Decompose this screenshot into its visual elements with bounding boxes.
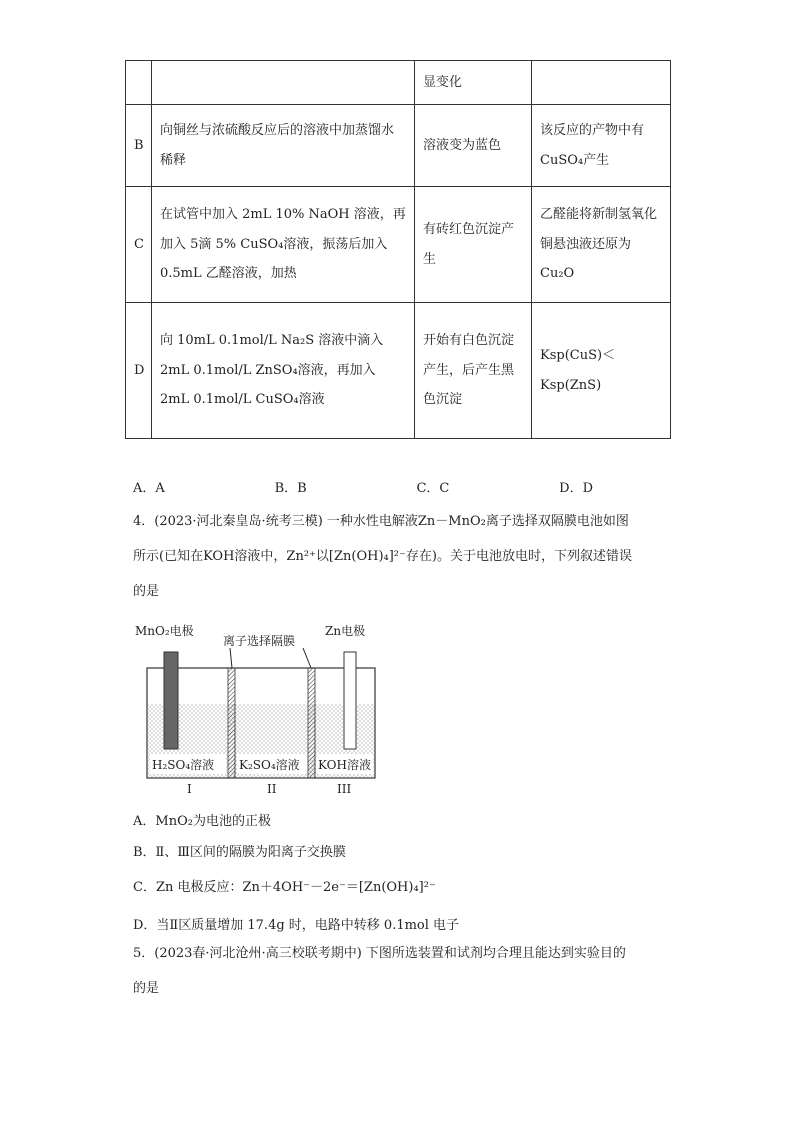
membrane-label: 离子选择隔膜: [223, 634, 296, 648]
operation-cell: 向 10mL 0.1mol/L Na₂S 溶液中滴入 2mL 0.1mol/L ZnSO₄溶液，再加入 2mL 0.1mol/L CuSO₄溶液: [152, 303, 415, 439]
membrane-left: [228, 668, 235, 778]
zone-1-label: I: [187, 782, 192, 796]
battery-diagram: [125, 618, 395, 798]
conclusion-cell: Ksp(CuS)＜Ksp(ZnS): [532, 303, 671, 439]
mno2-electrode-label: MnO₂电极: [135, 624, 194, 638]
zone-2-label: II: [267, 782, 277, 796]
row-label: C: [126, 187, 152, 303]
question-4-line-2: 所示(已知在KOH溶液中，Zn²⁺以[Zn(OH)₄]²⁻存在)。关于电池放电时，下列叙述错误: [133, 548, 632, 564]
table-row: [126, 187, 671, 303]
question-4-line-1: 4．(2023·河北秦皇岛·统考三模) 一种水性电解液Zn－MnO₂离子选择双隔膜电池如图: [133, 514, 629, 529]
zone-3-label: III: [337, 782, 352, 796]
question-5-stem: [133, 944, 673, 1014]
q4-option-c[interactable]: C．Zn 电极反应：Zn＋4OH⁻－2e⁻＝[Zn(OH)₄]²⁻: [133, 880, 436, 895]
experiment-table: [125, 60, 671, 439]
option-a[interactable]: A．A: [133, 481, 165, 496]
table-row: [126, 303, 671, 439]
q4-option-a[interactable]: A．MnO₂为电池的正极: [133, 814, 271, 829]
table-row: [126, 61, 671, 105]
phenomenon-cell: 溶液变为蓝色: [415, 105, 532, 187]
q4-option-b[interactable]: B．Ⅱ、Ⅲ区间的隔膜为阳离子交换膜: [133, 845, 346, 860]
koh-solution-label: KOH溶液: [318, 758, 371, 772]
option-b[interactable]: B．B: [274, 481, 307, 496]
q3-options: [133, 477, 593, 496]
membrane-right: [308, 668, 315, 778]
operation-cell: [152, 61, 415, 105]
table-row: [126, 105, 671, 187]
question-5-line-1: 5．(2023春·河北沧州·高三校联考期中) 下图所选装置和试剂均合理且能达到实验目的: [133, 946, 626, 961]
membrane-pointer-left: [230, 648, 232, 668]
zn-electrode: [344, 652, 356, 749]
operation-cell: 在试管中加入 2mL 10% NaOH 溶液，再加入 5滴 5% CuSO₄溶液，振荡后加入0.5mL 乙醛溶液，加热: [152, 187, 415, 303]
conclusion-cell: 该反应的产物中有CuSO₄产生: [532, 105, 671, 187]
h2so4-solution-label: H₂SO₄溶液: [152, 758, 215, 772]
zn-electrode-label: Zn电极: [325, 624, 366, 638]
conclusion-cell: 乙醛能将新制氢氧化铜悬浊液还原为Cu₂O: [532, 187, 671, 303]
row-label: D: [126, 303, 152, 439]
q4-option-d[interactable]: D．当Ⅱ区质量增加 17.4g 时，电路中转移 0.1mol 电子: [133, 918, 460, 933]
question-4-line-3: 的是: [133, 583, 160, 599]
option-c[interactable]: C．C: [416, 481, 450, 496]
phenomenon-cell: 显变化: [415, 61, 532, 105]
membrane-pointer-right: [303, 648, 311, 668]
option-d[interactable]: D．D: [559, 481, 593, 496]
question-4-stem: [133, 512, 673, 616]
row-label: [126, 61, 152, 105]
mno2-electrode: [164, 652, 178, 749]
k2so4-solution-label: K₂SO₄溶液: [239, 758, 300, 772]
phenomenon-cell: 有砖红色沉淀产生: [415, 187, 532, 303]
operation-cell: 向铜丝与浓硫酸反应后的溶液中加蒸馏水稀释: [152, 105, 415, 187]
question-5-line-2: 的是: [133, 980, 160, 996]
row-label: B: [126, 105, 152, 187]
conclusion-cell: [532, 61, 671, 105]
phenomenon-cell: 开始有白色沉淀产生，后产生黑色沉淀: [415, 303, 532, 439]
